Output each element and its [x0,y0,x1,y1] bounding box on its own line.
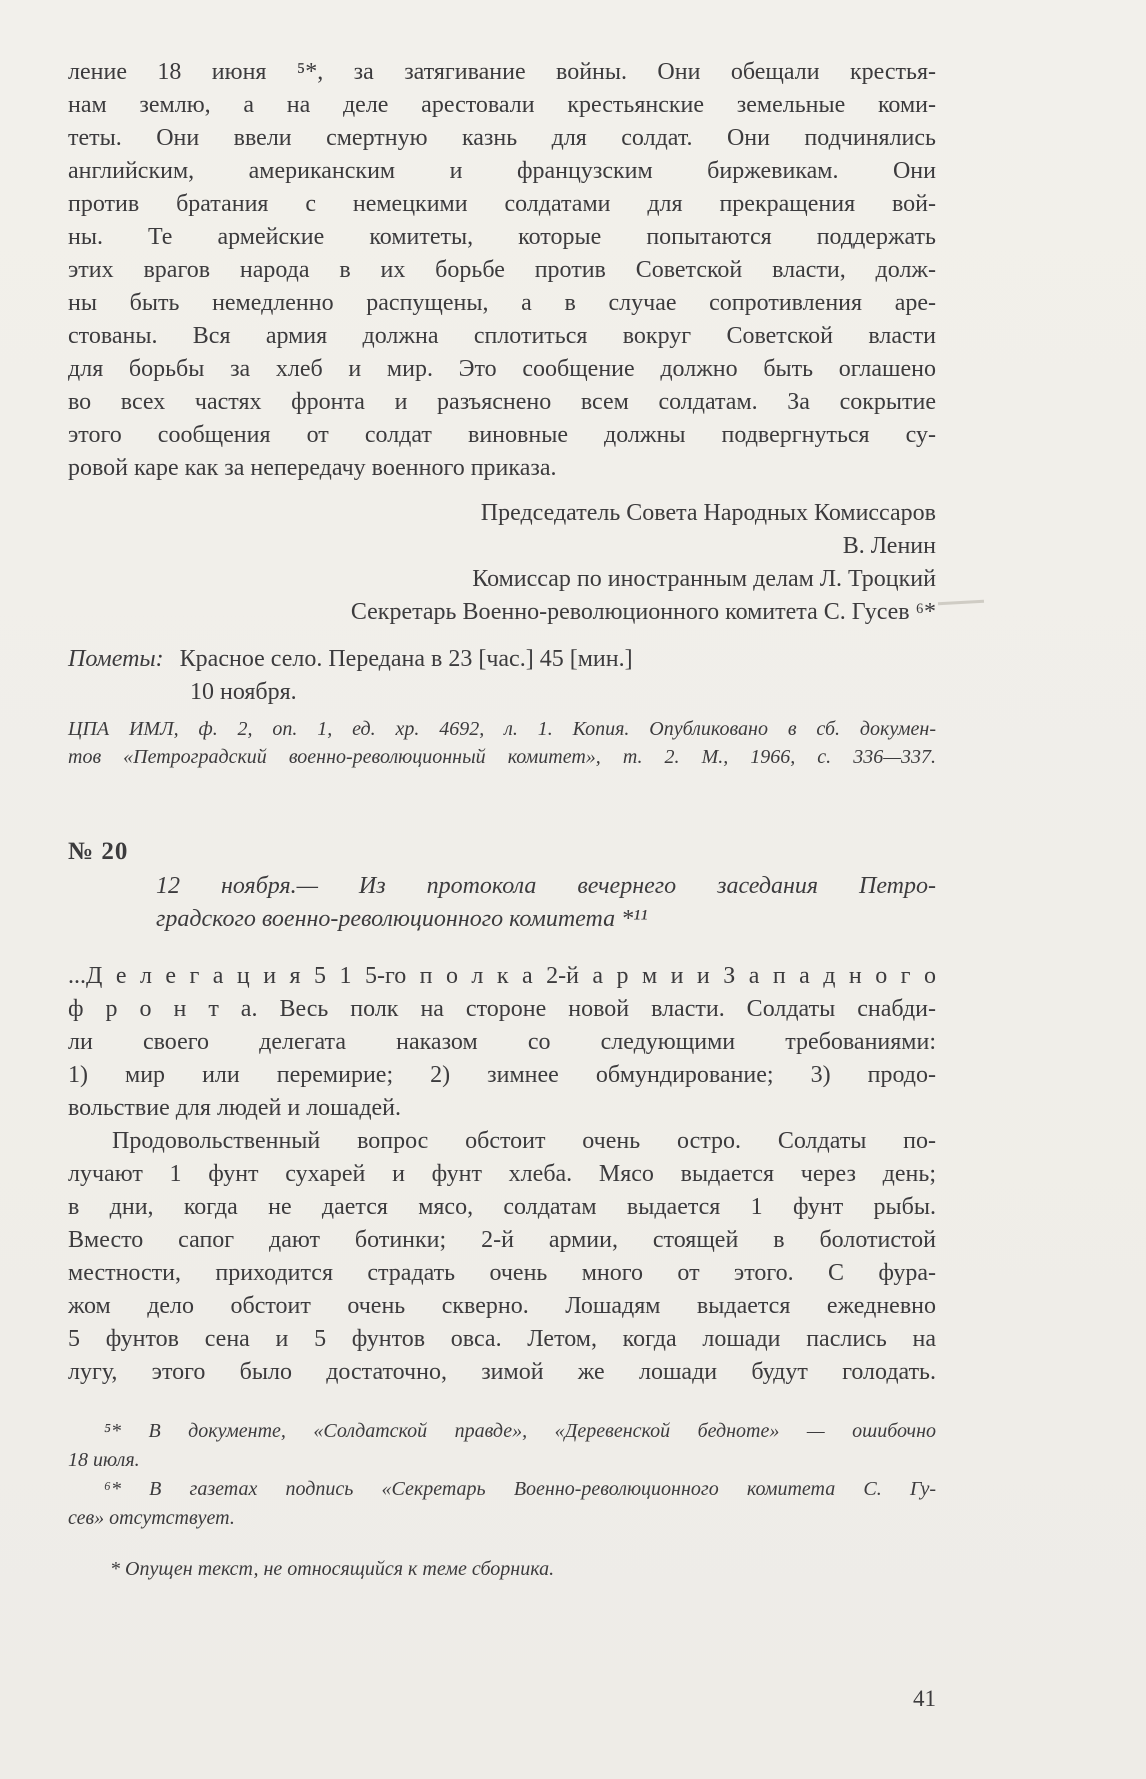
notes-line [68,643,936,676]
footnotes-block [68,1417,936,1584]
text-line: Вместо сапог дают ботинки; 2-й армии, стоящей в болотистой [68,1227,936,1253]
text-line: вольствие для людей и лошадей. [68,1095,402,1121]
text-line: английским, американским и французским биржевикам. Они [68,158,936,184]
footnote-line: сев» отсутствует. [68,1507,235,1529]
footnote-line: ⁵* В документе, «Солдатской правде», «Деревенской бедноте» — ошибочно [104,1420,936,1442]
doc19-body-paragraph [68,56,936,485]
text-line: этого сообщения от солдат виновные должны подвергнуться су- [68,422,936,448]
text-line: ны. Те армейские комитеты, которые попытаются поддержать [68,224,936,250]
source-line: тов «Петроградский военно-революционный комитет», т. 2. М., 1966, с. 336—337. [68,746,936,768]
heading-line: 12 ноября.— Из протокола вечернего заседания Петро- [156,873,936,899]
text-line: ф р о н т а. Весь полк на стороне новой власти. Солдаты снабди- [68,996,936,1022]
text-line: во всех частях фронта и разъяснено всем солдатам. За сокрытие [68,389,936,415]
text-line: для борьбы за хлеб и мир. Это сообщение должно быть оглашено [68,356,936,382]
notes-text: Красное село. Передана в 23 [час.] 45 [мин.] [179,646,633,672]
doc19-notes-block [68,643,936,709]
text-line: ны быть немедленно распущены, а в случае сопротивления аре- [68,290,936,316]
text-line: теты. Они ввели смертную казнь для солдат. Они подчинялись [68,125,936,151]
doc19-signature-block [68,497,936,629]
notes-label: Пометы: [68,646,164,672]
text-line: лучают 1 фунт сухарей и фунт хлеба. Мясо выдается через день; [68,1161,936,1187]
signature-title-name: Секретарь Военно-революционного комитета С. Гусев ⁶* [350,599,936,625]
text-line: жом дело обстоит очень скверно. Лошадям выдается ежедневно [68,1293,936,1319]
text-line: ли своего делегата наказом со следующими требованиями: [68,1029,936,1055]
source-line: ЦПА ИМЛ, ф. 2, оп. 1, ед. хр. 4692, л. 1. Копия. Опубликовано в сб. докумен- [68,718,936,740]
footnote-line: ⁶* В газетах подпись «Секретарь Военно-революционного комитета С. Гу- [104,1478,936,1500]
footnote-line: 18 июля. [68,1449,140,1471]
heading-line: градского военно-революционного комитета *¹¹ [156,906,648,932]
doc20-paragraph-1 [68,960,936,1125]
page-number: 41 [913,1686,936,1711]
page-content [68,56,936,1584]
text-line: лугу, этого было достаточно, зимой же лошади будут голодать. [68,1359,936,1385]
footnote-line: * Опущен текст, не относящийся к теме сборника. [110,1558,555,1580]
text-line: 1) мир или перемирие; 2) зимнее обмундирование; 3) продо- [68,1062,936,1088]
text-line: ровой каре как за непередачу военного приказа. [68,455,557,481]
doc20-heading [156,870,936,936]
text-line: Продовольственный вопрос обстоит очень остро. Солдаты по- [112,1128,936,1154]
notes-line: 10 ноября. [190,679,297,705]
doc19-archival-source [68,715,936,771]
text-line: нам землю, а на деле арестовали крестьянские земельные коми- [68,92,936,118]
text-line: местности, приходится страдать очень много от этого. С фура- [68,1260,936,1286]
text-line: этих врагов народа в их борьбе против Советской власти, долж- [68,257,936,283]
scan-margin-mark [938,600,984,605]
doc20-paragraph-2 [68,1125,936,1389]
signature-title: Председатель Совета Народных Комиссаров [480,500,936,526]
text-line: ление 18 июня ⁵*, за затягивание войны. Они обещали крестья- [68,59,936,85]
text-line: в дни, когда не дается мясо, солдатам выдается 1 фунт рыбы. [68,1194,936,1220]
signature-name: В. Ленин [842,533,936,559]
doc20-number: № 20 [68,838,129,865]
signature-title-name: Комиссар по иностранным делам Л. Троцкий [472,566,936,592]
text-line: против братания с немецкими солдатами для прекращения вой- [68,191,936,217]
text-line: ...Д е л е г а ц и я 5 1 5-го п о л к а 2-й а р м и и З а п а д н о г о [68,963,936,989]
text-line: стованы. Вся армия должна сплотиться вокруг Советской власти [68,323,936,349]
text-line: 5 фунтов сена и 5 фунтов овса. Летом, когда лошади паслись на [68,1326,936,1352]
